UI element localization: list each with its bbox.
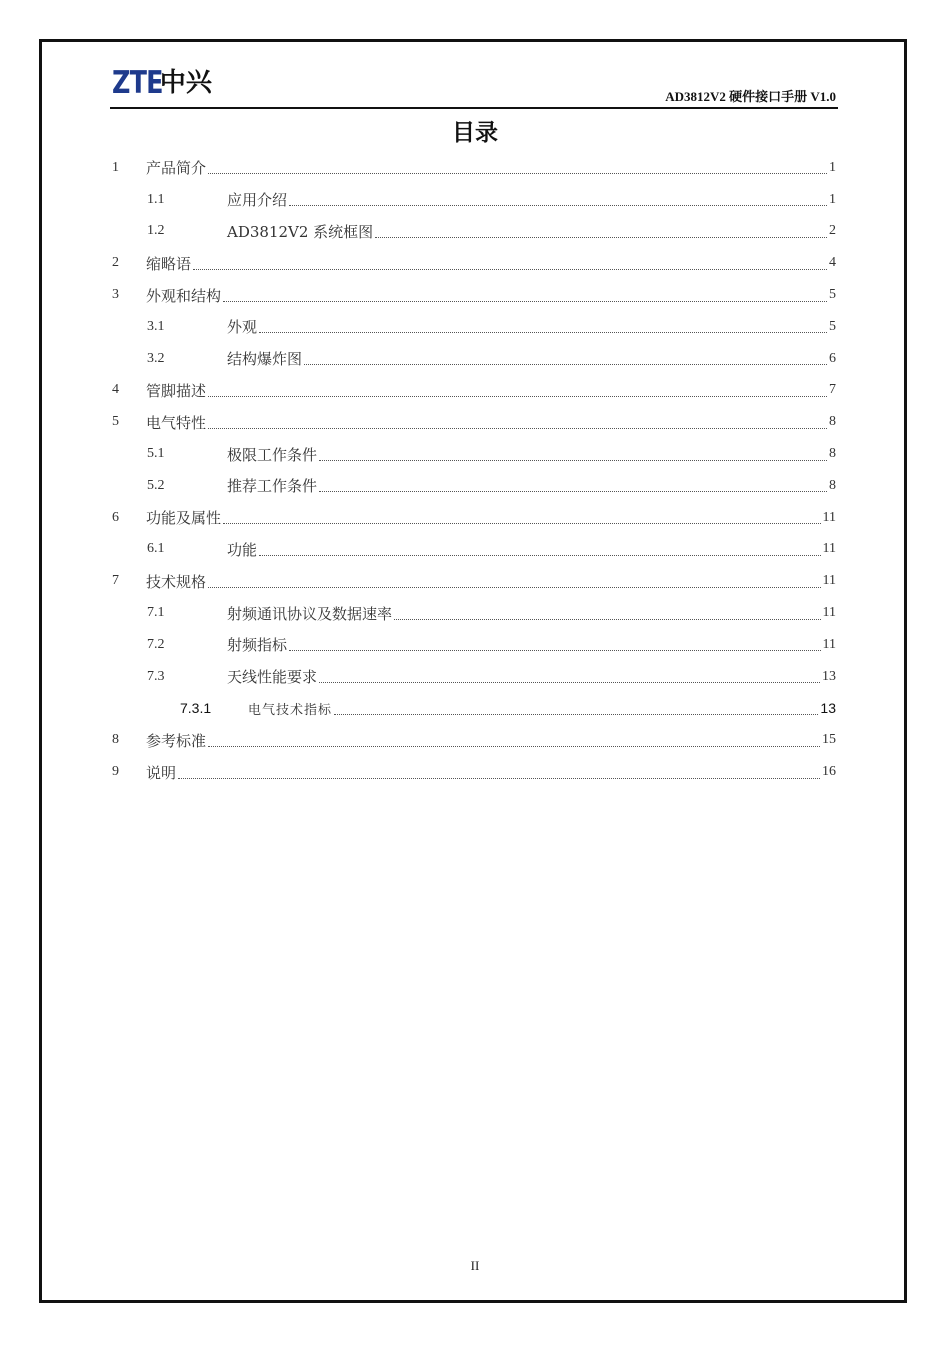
logo-latin: ZTE (112, 65, 163, 101)
toc-entry-label: 极限工作条件 (227, 445, 318, 464)
toc-entry[interactable] (112, 470, 836, 502)
toc-dot-leader (208, 746, 820, 747)
toc-entry-label: 射频通讯协议及数据速率 (227, 604, 393, 623)
toc-dot-leader (319, 491, 827, 492)
toc-entry-page: 8 (829, 414, 836, 430)
toc-entry-page: 8 (829, 477, 836, 493)
logo-chinese: 中兴 (159, 68, 212, 98)
toc-entry-number: 1 (112, 159, 119, 175)
toc-entry-label: 说明 (146, 763, 177, 782)
toc-entry-number: 5.2 (147, 477, 165, 493)
toc-entry-number: 4 (112, 382, 119, 398)
toc-entry-page: 11 (822, 573, 836, 589)
toc-dot-leader (259, 332, 827, 333)
zte-logo (112, 66, 212, 100)
toc-entry-page: 11 (822, 509, 836, 525)
toc-entry-label: AD3812V2 系统框图 (227, 222, 374, 241)
toc-entry-page: 11 (822, 541, 836, 557)
toc-entry[interactable] (112, 597, 836, 629)
toc-dot-leader (178, 778, 820, 779)
toc-entry[interactable] (112, 534, 836, 566)
toc-entry-page: 8 (829, 446, 836, 462)
toc-entry-label: 电气技术指标 (248, 702, 333, 718)
toc-entry[interactable] (112, 375, 836, 407)
toc-dot-leader (375, 237, 827, 238)
toc-entry-number: 3.2 (147, 350, 165, 366)
toc-entry-number: 3 (112, 287, 119, 303)
toc-dot-leader (223, 523, 821, 524)
toc-dot-leader (259, 555, 821, 556)
toc-entry-number: 3.1 (147, 318, 165, 334)
toc-entry[interactable] (112, 693, 836, 725)
toc-entry-number: 1.2 (147, 223, 165, 239)
toc-entry-number: 1.1 (147, 191, 165, 207)
toc-entry[interactable] (112, 565, 836, 597)
toc-entry[interactable] (112, 343, 836, 375)
toc-entry-number: 7 (112, 573, 119, 589)
toc-dot-leader (394, 619, 821, 620)
toc-entry-label: 应用介绍 (227, 191, 288, 210)
toc-entry-number: 7.2 (147, 636, 165, 652)
toc-entry-page: 15 (822, 732, 836, 748)
toc-entry-label: 外观 (227, 318, 258, 337)
toc-entry-number: 7.3.1 (180, 700, 212, 717)
toc-entry-number: 7.3 (147, 668, 165, 684)
toc-entry-page: 6 (829, 350, 836, 366)
toc-entry-label: 外观和结构 (146, 286, 222, 305)
toc-entry-page: 1 (829, 191, 836, 207)
toc-entry[interactable] (112, 152, 836, 184)
toc-entry-page: 4 (829, 255, 836, 271)
toc-entry[interactable] (112, 311, 836, 343)
toc-entry-page: 5 (829, 287, 836, 303)
toc-entry-number: 5.1 (147, 446, 165, 462)
toc-entry[interactable] (112, 406, 836, 438)
toc-entry[interactable] (112, 502, 836, 534)
toc-entry-label: 缩略语 (146, 254, 192, 273)
toc-entry-label: 产品简介 (146, 159, 207, 178)
toc-entry-number: 9 (112, 764, 119, 780)
page-number: II (470, 1258, 480, 1273)
toc-entry-page: 7 (829, 382, 836, 398)
toc-entry-number: 8 (112, 732, 119, 748)
toc-entry-page: 1 (829, 159, 836, 175)
toc-entry[interactable] (112, 629, 836, 661)
toc-dot-leader (319, 460, 827, 461)
toc-entry-number: 6 (112, 509, 119, 525)
toc-entry[interactable] (112, 756, 836, 788)
toc-entry[interactable] (112, 724, 836, 756)
toc-dot-leader (193, 269, 827, 270)
toc-heading: 目录 (452, 120, 498, 146)
toc-dot-leader (289, 205, 827, 206)
toc-entry[interactable] (112, 279, 836, 311)
toc-entry[interactable] (112, 216, 836, 248)
toc-entry-label: 功能 (227, 540, 258, 559)
toc-dot-leader (223, 301, 827, 302)
toc-entry[interactable] (112, 438, 836, 470)
header-rule (110, 107, 838, 109)
toc-entry-page: 13 (822, 668, 836, 684)
toc-entry-number: 6.1 (147, 541, 165, 557)
toc-entry-label: 结构爆炸图 (227, 350, 303, 369)
toc-entry-page: 2 (829, 223, 836, 239)
toc-dot-leader (208, 396, 827, 397)
toc-entry-page: 5 (829, 318, 836, 334)
toc-entry-label: 射频指标 (227, 636, 288, 655)
toc-entry-label: 天线性能要求 (227, 668, 318, 687)
toc-dot-leader (208, 587, 821, 588)
toc-dot-leader (208, 173, 827, 174)
toc-dot-leader (289, 650, 821, 651)
toc-dot-leader (319, 682, 820, 683)
toc-entry-label: 参考标准 (146, 731, 207, 750)
toc-entry-label: 管脚描述 (146, 381, 207, 400)
toc-entry[interactable] (112, 247, 836, 279)
table-of-contents (112, 152, 836, 788)
toc-entry-page: 11 (822, 605, 836, 621)
document-title: AD3812V2 硬件接口手册 V1.0 (665, 89, 836, 104)
toc-entry-page: 13 (820, 700, 836, 717)
toc-entry-label: 功能及属性 (146, 509, 222, 528)
toc-entry-page: 16 (822, 764, 836, 780)
toc-entry[interactable] (112, 184, 836, 216)
toc-entry-page: 11 (822, 636, 836, 652)
toc-entry-label: 推荐工作条件 (227, 477, 318, 496)
toc-entry-number: 2 (112, 255, 119, 271)
toc-entry-label: 技术规格 (146, 572, 207, 591)
toc-dot-leader (334, 714, 818, 715)
toc-entry[interactable] (112, 661, 836, 693)
toc-entry-label: 电气特性 (146, 413, 207, 432)
toc-dot-leader (304, 364, 827, 365)
toc-dot-leader (208, 428, 827, 429)
toc-entry-number: 5 (112, 414, 119, 430)
toc-entry-number: 7.1 (147, 605, 165, 621)
